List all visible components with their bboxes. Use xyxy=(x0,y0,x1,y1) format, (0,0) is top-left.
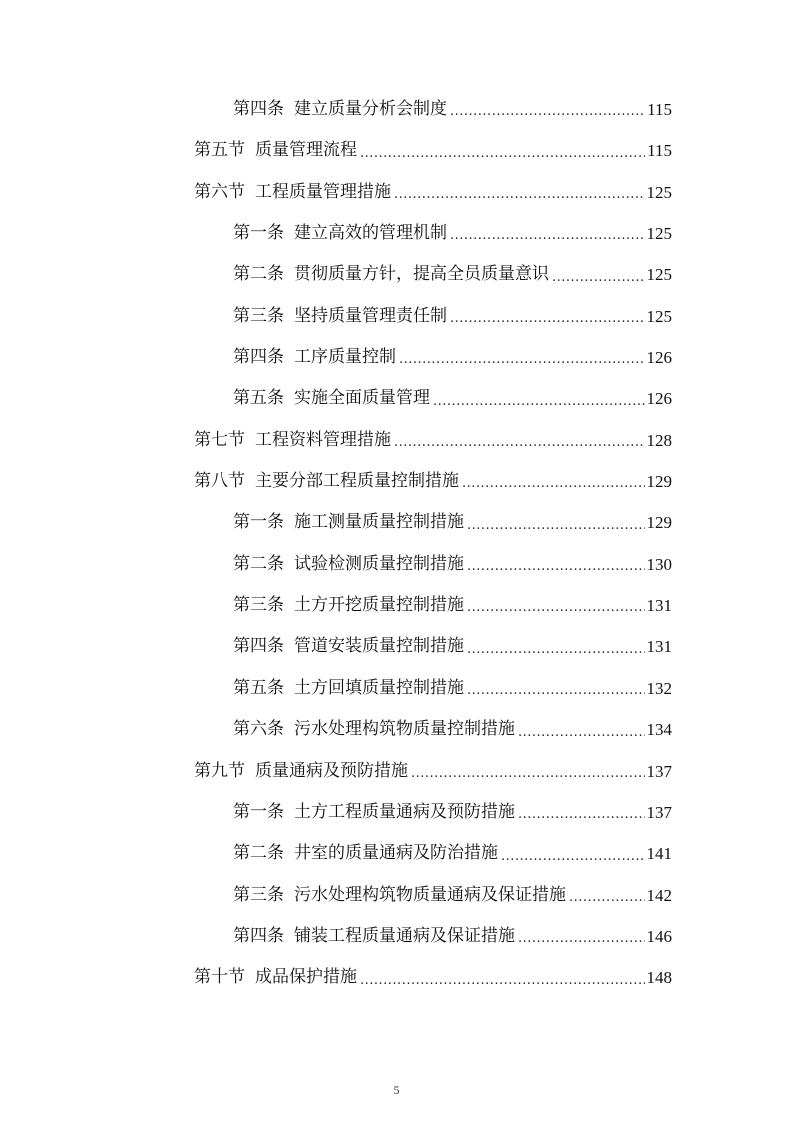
toc-entry-number: 第二条 xyxy=(233,264,284,285)
toc-entry-page: 141 xyxy=(646,844,672,864)
toc-entry[interactable] xyxy=(0,916,672,957)
toc-leader-dots xyxy=(433,378,645,419)
toc-leader-dots xyxy=(467,544,645,585)
toc-entry[interactable] xyxy=(0,130,672,171)
toc-entry-title: 井室的质量通病及防治措施 xyxy=(294,843,498,864)
toc-entry[interactable] xyxy=(0,709,672,750)
toc-entry-number: 第五条 xyxy=(233,388,284,409)
toc-entry-title: 施工测量质量控制措施 xyxy=(294,512,464,533)
toc-entry[interactable] xyxy=(0,420,672,461)
toc-entry-page: 129 xyxy=(646,472,672,492)
toc-entry-title: 建立高效的管理机制 xyxy=(294,223,447,244)
toc-entry-title: 质量管理流程 xyxy=(255,140,357,161)
toc-entry[interactable] xyxy=(0,544,672,585)
toc-entry[interactable] xyxy=(0,875,672,916)
page-number: 5 xyxy=(393,1083,400,1097)
toc-leader-dots xyxy=(450,89,645,130)
toc-leader-dots xyxy=(467,502,645,543)
toc-entry-title: 实施全面质量管理 xyxy=(294,388,430,409)
toc-entry-number: 第十节 xyxy=(194,967,245,988)
toc-entry[interactable] xyxy=(0,254,672,295)
toc-entry[interactable] xyxy=(0,213,672,254)
toc-entry-number: 第八节 xyxy=(194,471,245,492)
toc-leader-dots xyxy=(394,420,645,461)
toc-leader-dots xyxy=(394,172,645,213)
toc-entry[interactable] xyxy=(0,172,672,213)
toc-entry-number: 第一条 xyxy=(233,801,284,822)
toc-leader-dots xyxy=(450,213,645,254)
toc-entry[interactable] xyxy=(0,337,672,378)
toc-entry-number: 第六节 xyxy=(194,181,245,202)
toc-entry[interactable] xyxy=(0,378,672,419)
toc-entry-page: 125 xyxy=(646,224,672,244)
toc-entry-page: 125 xyxy=(646,306,672,326)
toc-entry-page: 132 xyxy=(646,678,672,698)
toc-entry[interactable] xyxy=(0,461,672,502)
toc-leader-dots xyxy=(518,709,645,750)
toc-entry-number: 第四条 xyxy=(233,925,284,946)
toc-entry-title: 污水处理构筑物质量控制措施 xyxy=(294,719,515,740)
toc-leader-dots xyxy=(360,957,645,998)
toc-entry-number: 第六条 xyxy=(233,719,284,740)
toc-entry-number: 第七节 xyxy=(194,429,245,450)
toc-entry-page: 115 xyxy=(647,100,672,119)
toc-leader-dots xyxy=(569,875,645,916)
toc-entry-number: 第一条 xyxy=(233,512,284,533)
toc-entry-number: 第五条 xyxy=(233,677,284,698)
toc-entry-page: 148 xyxy=(646,968,672,988)
toc-entry-page: 134 xyxy=(646,720,672,740)
toc-entry-title: 质量通病及预防措施 xyxy=(255,760,408,781)
toc-entry-title: 土方工程质量通病及预防措施 xyxy=(294,801,515,822)
toc-entry-title: 建立质量分析会制度 xyxy=(294,99,447,119)
toc-leader-dots xyxy=(462,461,645,502)
toc-entry-page: 125 xyxy=(646,265,672,285)
toc-entry-title: 试验检测质量控制措施 xyxy=(294,553,464,574)
toc-entry-page: 130 xyxy=(646,554,672,574)
toc-entry-page: 125 xyxy=(646,182,672,202)
toc-entry-number: 第三条 xyxy=(233,305,284,326)
toc-entry[interactable] xyxy=(0,585,672,626)
toc-entry-title: 工程质量管理措施 xyxy=(255,181,391,202)
toc-entry-number: 第三条 xyxy=(233,595,284,616)
toc-leader-dots xyxy=(467,626,645,667)
toc-entry-number: 第三条 xyxy=(233,884,284,905)
toc-entry[interactable] xyxy=(0,792,672,833)
toc-entry-page: 126 xyxy=(646,348,672,368)
toc-entry-number: 第二条 xyxy=(233,553,284,574)
toc-entry-page: 137 xyxy=(646,761,672,781)
toc-leader-dots xyxy=(467,585,645,626)
toc-leader-dots xyxy=(518,916,645,957)
toc-entry-number: 第二条 xyxy=(233,843,284,864)
toc-entry[interactable] xyxy=(0,626,672,667)
toc-entry-title: 工程资料管理措施 xyxy=(255,429,391,450)
toc-entry-title: 土方回填质量控制措施 xyxy=(294,677,464,698)
toc-entry[interactable] xyxy=(0,296,672,337)
toc-leader-dots xyxy=(399,337,645,378)
toc-entry-number: 第五节 xyxy=(194,140,245,161)
toc-entry-page: 146 xyxy=(646,926,672,946)
toc-leader-dots xyxy=(501,833,645,874)
toc-leader-dots xyxy=(518,792,645,833)
table-of-contents xyxy=(0,89,793,999)
toc-entry[interactable] xyxy=(0,957,672,998)
toc-entry-number: 第四条 xyxy=(233,636,284,657)
toc-entry-page: 128 xyxy=(646,430,672,450)
toc-leader-dots xyxy=(552,254,645,295)
toc-entry-page: 131 xyxy=(646,637,672,657)
toc-entry-title: 污水处理构筑物质量通病及保证措施 xyxy=(294,884,566,905)
toc-entry-page: 115 xyxy=(647,141,672,161)
toc-entry-page: 137 xyxy=(646,802,672,822)
toc-entry-title: 管道安装质量控制措施 xyxy=(294,636,464,657)
toc-entry-title: 坚持质量管理责任制 xyxy=(294,305,447,326)
toc-entry-number: 第四条 xyxy=(233,347,284,368)
toc-entry-page: 129 xyxy=(646,513,672,533)
toc-entry[interactable] xyxy=(0,751,672,792)
toc-entry-title: 主要分部工程质量控制措施 xyxy=(255,471,459,492)
toc-leader-dots xyxy=(411,751,645,792)
toc-entry-title: 成品保护措施 xyxy=(255,967,357,988)
toc-entry-number: 第四条 xyxy=(233,99,284,119)
toc-entry-title: 铺装工程质量通病及保证措施 xyxy=(294,925,515,946)
toc-entry-title: 贯彻质量方针，提高全员质量意识 xyxy=(294,264,549,285)
toc-entry-page: 126 xyxy=(646,389,672,409)
toc-entry-title: 土方开挖质量控制措施 xyxy=(294,595,464,616)
toc-entry[interactable] xyxy=(0,668,672,709)
toc-entry-title: 工序质量控制 xyxy=(294,347,396,368)
toc-leader-dots xyxy=(360,130,645,171)
toc-entry-page: 131 xyxy=(646,596,672,616)
toc-entry[interactable] xyxy=(0,833,672,874)
toc-leader-dots xyxy=(467,668,645,709)
toc-leader-dots xyxy=(450,296,645,337)
toc-entry[interactable] xyxy=(0,502,672,543)
toc-entry-page: 142 xyxy=(646,885,672,905)
toc-entry[interactable] xyxy=(0,89,672,130)
toc-entry-number: 第一条 xyxy=(233,223,284,244)
toc-entry-number: 第九节 xyxy=(194,760,245,781)
